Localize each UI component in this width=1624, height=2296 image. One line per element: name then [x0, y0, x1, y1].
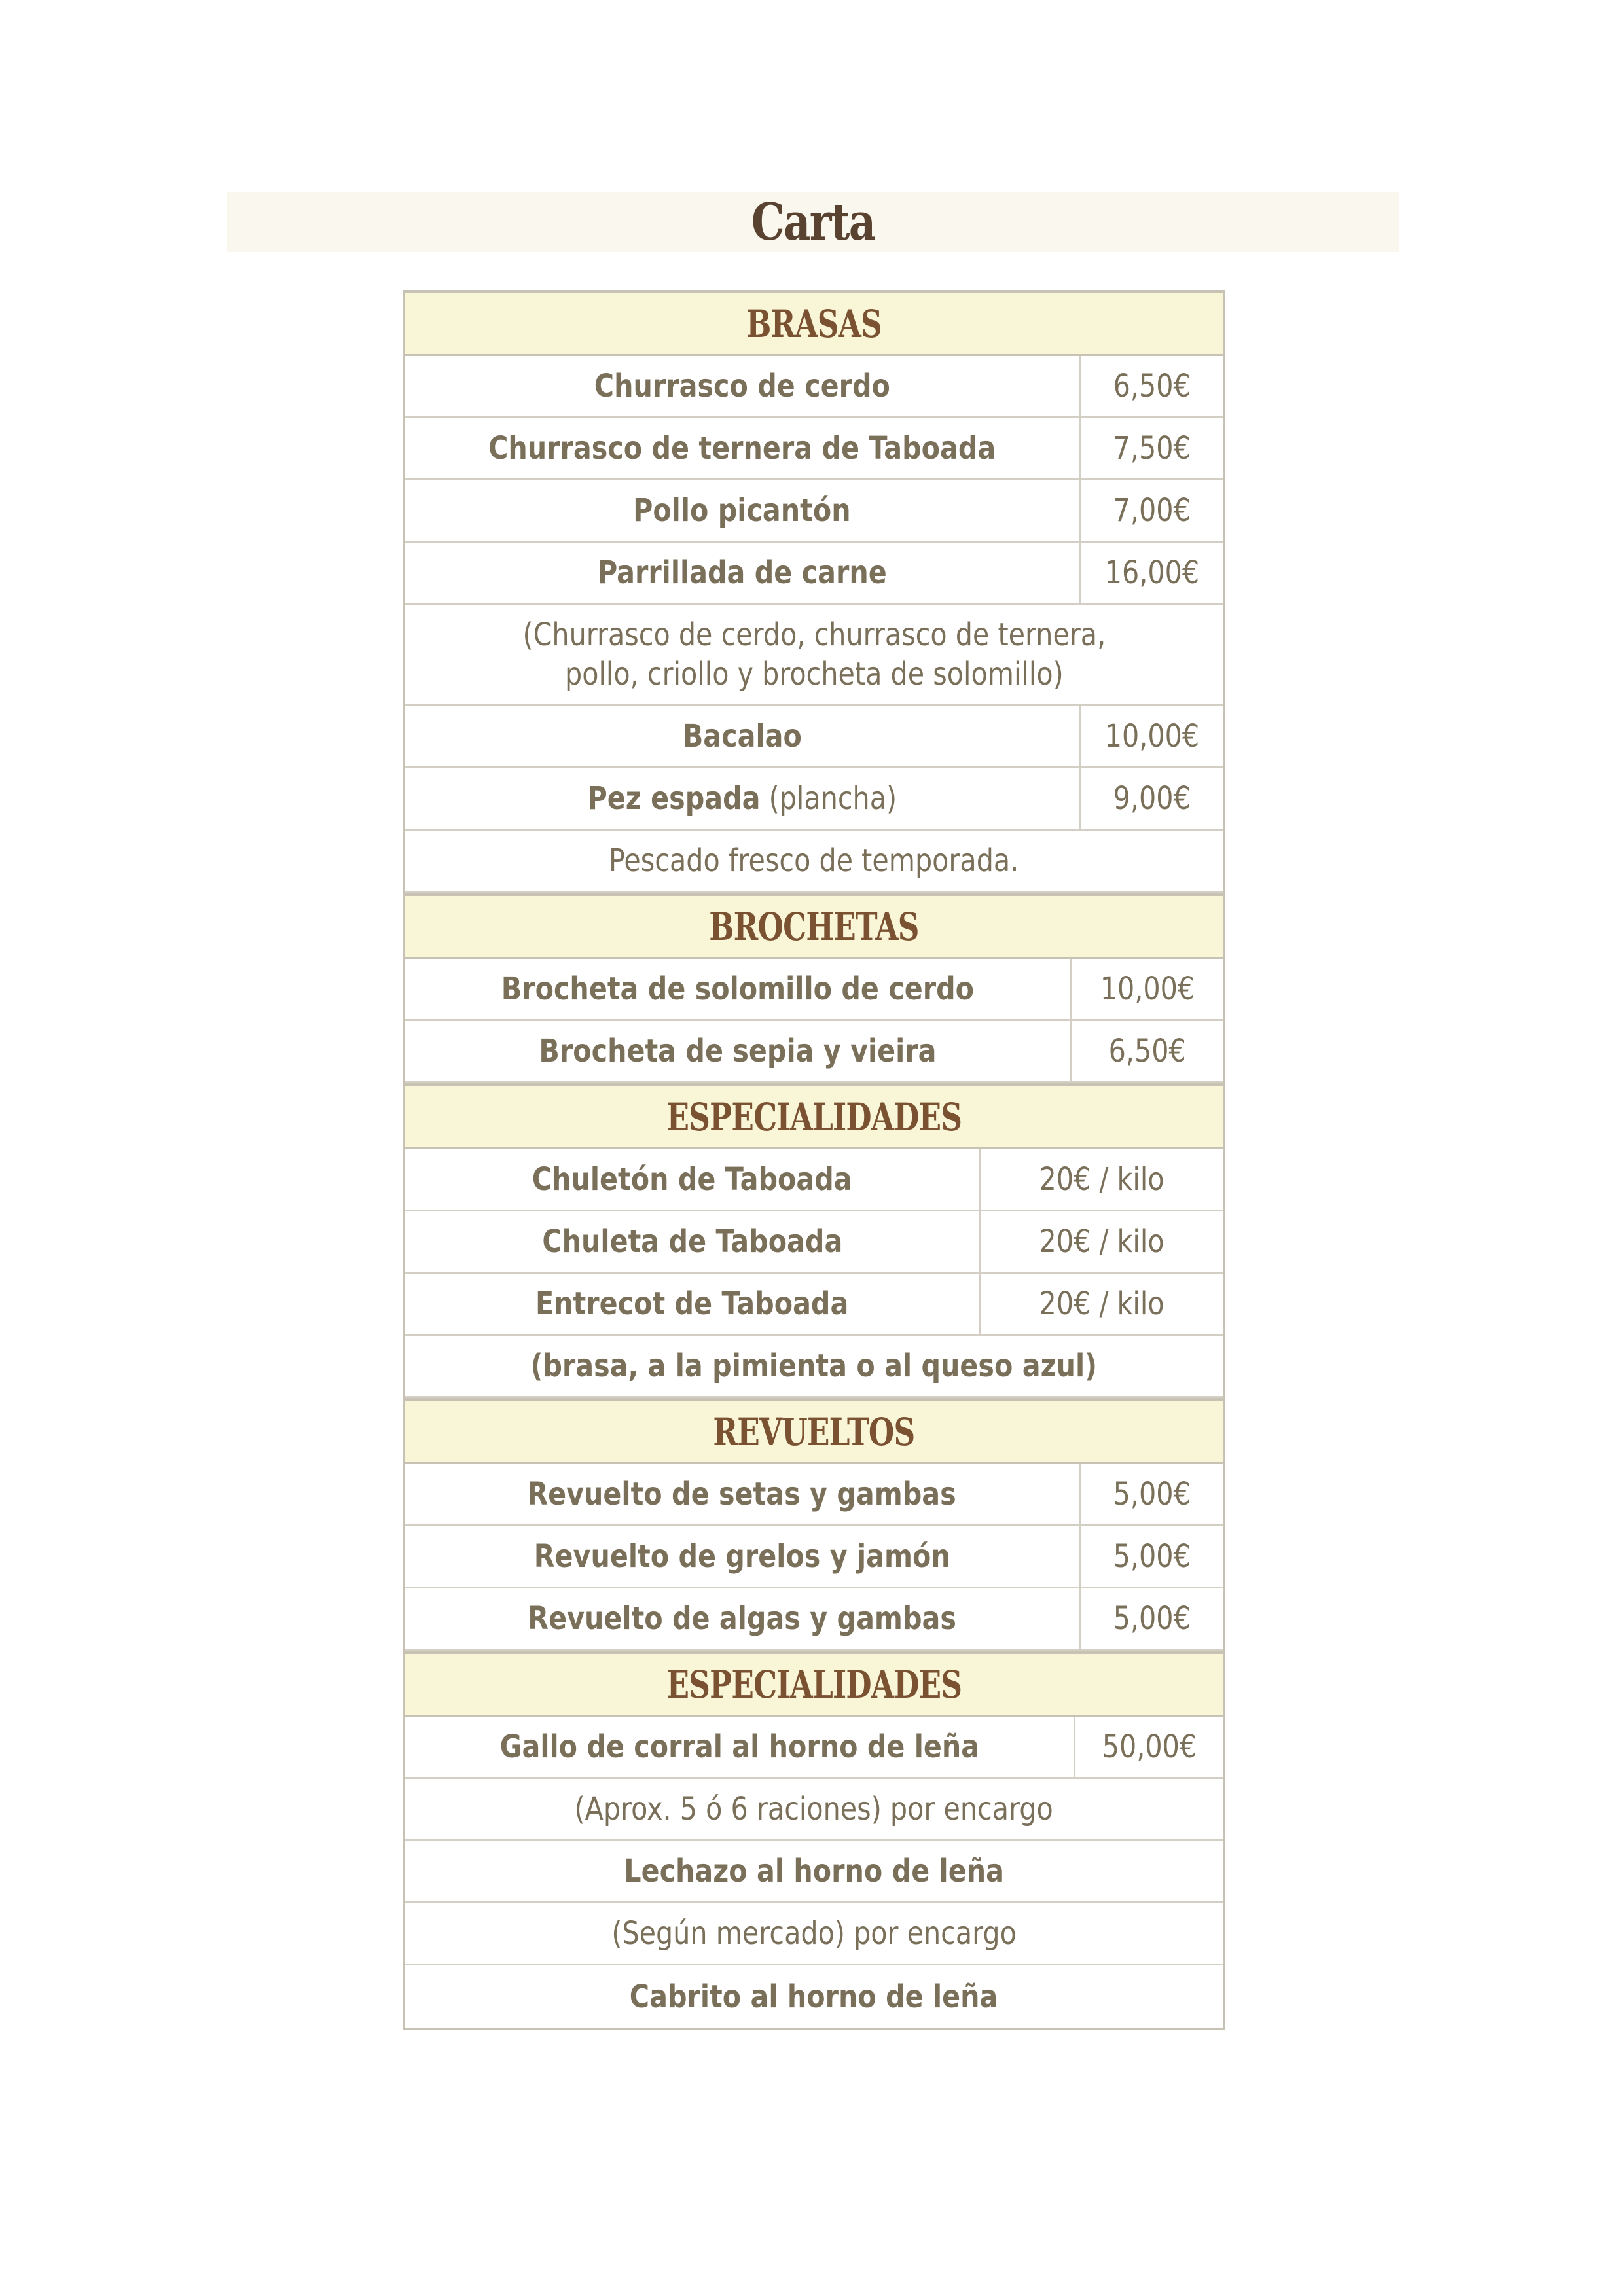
menu-item-row: [405, 1965, 1223, 2028]
menu-item-row: [405, 543, 1223, 605]
item-price: 6,50€: [1070, 1021, 1223, 1081]
menu-item-row: [405, 1588, 1223, 1651]
item-name: Gallo de corral al horno de leña: [499, 1729, 979, 1765]
menu-note-row: [405, 1903, 1223, 1965]
item-note: (Según mercado) por encargo: [611, 1915, 1017, 1952]
section-heading-label: ESPECIALIDADES: [666, 1662, 962, 1707]
item-price: 16,00€: [1079, 543, 1223, 603]
menu-note-row: [405, 1336, 1223, 1398]
item-name: Chuletón de Taboada: [532, 1161, 852, 1198]
menu-item-row: [405, 418, 1223, 480]
item-name: Lechazo al horno de leña: [624, 1853, 1004, 1890]
menu-item-row: [405, 1274, 1223, 1336]
item-price: 7,00€: [1079, 480, 1223, 541]
menu-note-row: [405, 605, 1223, 706]
section-heading-label: ESPECIALIDADES: [666, 1094, 962, 1139]
title-band: [227, 192, 1399, 252]
menu-table: [403, 290, 1225, 2030]
menu-item-row: [405, 356, 1223, 418]
menu-item-row: [405, 1464, 1223, 1526]
item-name: Revuelto de algas y gambas: [528, 1600, 956, 1637]
menu-item-row: [405, 768, 1223, 831]
section-heading-label: BROCHETAS: [709, 904, 919, 949]
page-title: Carta: [751, 192, 875, 252]
menu-note-row: [405, 1779, 1223, 1841]
item-price: 20€ / kilo: [979, 1149, 1223, 1210]
item-price: 10,00€: [1079, 706, 1223, 766]
item-name: Churrasco de ternera de Taboada: [488, 430, 996, 467]
menu-item-row: [405, 706, 1223, 768]
item-name: Revuelto de setas y gambas: [527, 1476, 957, 1513]
menu-item-row: [405, 1717, 1223, 1779]
item-name: Bacalao: [682, 718, 802, 755]
item-price: 10,00€: [1070, 959, 1223, 1019]
item-name-bold: Pez espada: [587, 780, 761, 817]
section-heading-especialidades-2: [405, 1651, 1223, 1717]
note-line-2: pollo, criollo y brocheta de solomillo): [564, 656, 1064, 692]
item-price: 7,50€: [1079, 418, 1223, 478]
menu-item-row: [405, 959, 1223, 1021]
item-note: (Aprox. 5 ó 6 raciones) por encargo: [574, 1791, 1054, 1827]
section-heading-label: BRASAS: [746, 301, 882, 346]
item-price: 20€ / kilo: [979, 1274, 1223, 1334]
item-name: Brocheta de sepia y vieira: [539, 1033, 937, 1069]
menu-note-row: [405, 831, 1223, 893]
item-price: 5,00€: [1079, 1526, 1223, 1587]
section-heading-revueltos: [405, 1398, 1223, 1464]
item-price: 9,00€: [1079, 768, 1223, 829]
item-name: Cabrito al horno de leña: [630, 1978, 998, 2015]
menu-item-row: [405, 1149, 1223, 1211]
item-name-suffix: (plancha): [760, 780, 897, 817]
item-note: [405, 605, 1223, 704]
item-name: Churrasco de cerdo: [594, 368, 890, 404]
item-note: Pescado fresco de temporada.: [609, 842, 1019, 879]
menu-item-row: [405, 1841, 1223, 1903]
item-note: (brasa, a la pimienta o al queso azul): [530, 1348, 1098, 1384]
item-price: 5,00€: [1079, 1464, 1223, 1524]
item-price: 20€ / kilo: [979, 1211, 1223, 1272]
item-name: [405, 768, 1079, 829]
section-heading-brasas: [405, 290, 1223, 356]
menu-item-row: [405, 1021, 1223, 1083]
item-name: Revuelto de grelos y jamón: [533, 1538, 950, 1575]
item-name: Parrillada de carne: [597, 554, 887, 591]
section-heading-label: REVUELTOS: [713, 1409, 915, 1454]
menu-item-row: [405, 480, 1223, 543]
item-price: 50,00€: [1074, 1717, 1223, 1777]
item-name: Entrecot de Taboada: [535, 1285, 849, 1322]
note-line-1: (Churrasco de cerdo, churrasco de ternera,: [522, 617, 1106, 653]
menu-item-row: [405, 1526, 1223, 1588]
menu-item-row: [405, 1211, 1223, 1274]
item-price: 6,50€: [1079, 356, 1223, 416]
item-name: Brocheta de solomillo de cerdo: [501, 971, 975, 1007]
item-name: Pollo picantón: [633, 492, 851, 529]
item-name: Chuleta de Taboada: [542, 1223, 842, 1260]
item-price: 5,00€: [1079, 1588, 1223, 1649]
section-heading-especialidades: [405, 1083, 1223, 1149]
section-heading-brochetas: [405, 893, 1223, 959]
